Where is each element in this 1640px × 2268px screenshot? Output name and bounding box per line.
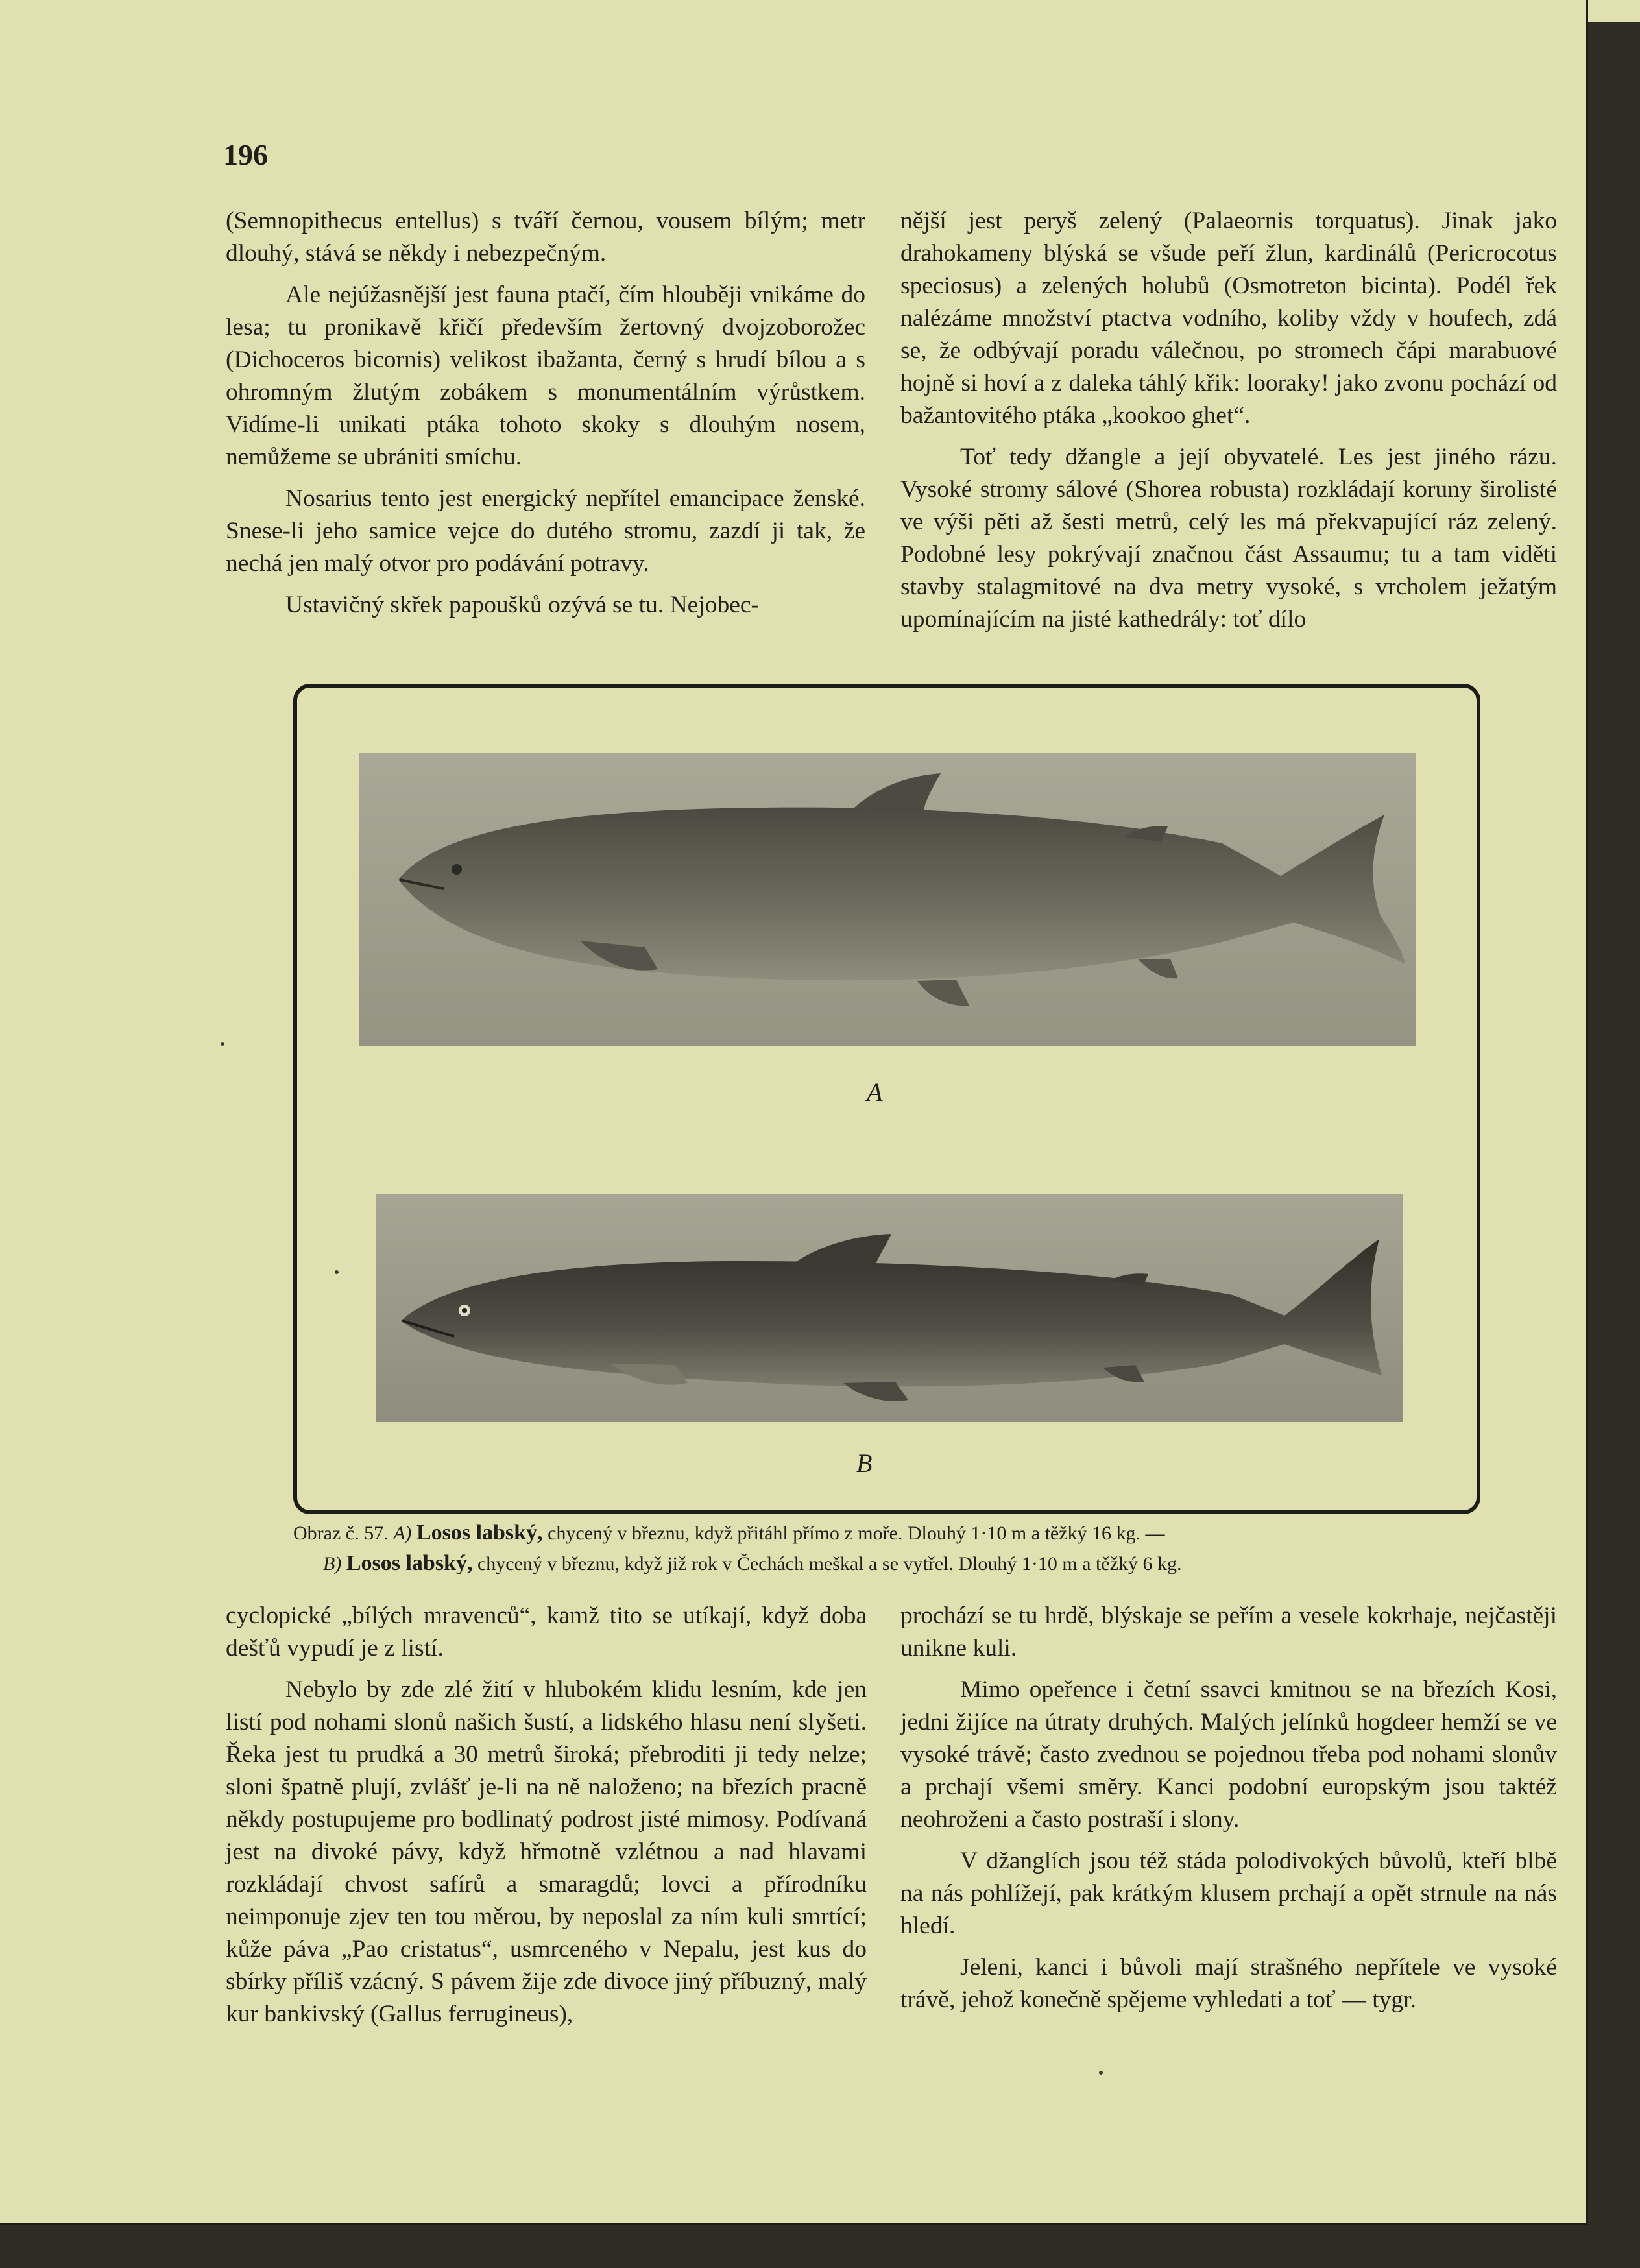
salmon-b-icon <box>376 1194 1403 1422</box>
print-speck <box>335 1270 339 1274</box>
top-left-column <box>226 205 865 621</box>
paragraph: Nosarius tento jest energický nepřítel emancipace ženské. Snese-li jeho samice vejce do dutého stromu, zazdí ji tak, že nechá jen malý otvor pro podávání potravy. <box>226 485 865 577</box>
salmon-photo-a <box>359 753 1416 1046</box>
caption-a-letter: A) <box>393 1523 412 1544</box>
paragraph: Mimo opeřence i četní ssavci kmitnou se na březích Kosi, jedni žijíce na útraty druhých. Malých jelínků hogdeer hemží se ve vysoké trávě; často zvednou se pojednou třeba pod nohami slonův a prchají všemi směry. Kanci podobní europským jsou taktéž neohroženi a často postraší i slony. <box>900 1676 1557 1833</box>
caption-line-2 <box>293 1549 1500 1579</box>
paragraph: cyclopické „bílých mravenců“, kamž tito se utíkají, když doba dešťů vypudí je z listí. <box>226 1602 867 1661</box>
top-right-column <box>900 205 1557 636</box>
paragraph: V džanglích jsou též stáda polodivokých bůvolů, kteří blbě na nás pohlížejí, pak krátkým klusem prchají a opět strnule na nás hledí. <box>900 1848 1557 1939</box>
print-speck <box>1099 2071 1103 2075</box>
salmon-a-icon <box>359 753 1416 1046</box>
figure-caption <box>293 1518 1500 1579</box>
print-speck <box>221 1042 224 1046</box>
caption-line-1 <box>293 1518 1500 1549</box>
paragraph: nější jest peryš zelený (Palaeornis torquatus). Jinak jako drahokameny blýská se všude peří žlun, kardinálů (Pericrocotus speciosus) a zelených holubů (Osmotreton bicinta). Podél řek nalézáme množství ptactva vodního, koliby vždy v houfech, zdá se, že odbývají poradu válečnou, po stromech čápi marabuové hojně si hoví a z daleka táhlý křik: looraky! jako zvonu pochází od bažantovitého ptáka „kookoo ghet“. <box>900 208 1557 429</box>
paragraph: Jeleni, kanci i bůvoli mají strašného nepřítele ve vysoké trávě, jehož konečně spějeme vyhledati a toť — tygr. <box>900 1954 1557 2013</box>
figure-label-b: B <box>856 1449 873 1478</box>
paragraph: prochází se tu hrdě, blýskaje se peřím a vesele kokrhaje, nejčastěji unikne kuli. <box>900 1602 1557 1661</box>
caption-b-letter: B) <box>323 1553 342 1574</box>
caption-b-text: chycený v březnu, když již rok v Čechách meškal a se vytřel. Dlouhý 1·10 m a těžký 6 kg. <box>477 1553 1182 1574</box>
figure-label-a: A <box>867 1078 883 1107</box>
bottom-left-column <box>226 1600 867 2031</box>
paragraph: Ale nejúžasnější jest fauna ptačí, čím hlouběji vnikáme do lesa; tu pronikavě křičí především žertovný dvojzoborožec (Dichoceros bicornis) velikost ibažanta, černý s hrudí bílou a s ohromným žlutým zobákem s monumentálním výrůstkem. Vidíme-li unikati ptáka tohoto skoky s dlouhým nosem, nemůžeme se ubrániti smíchu. <box>226 282 865 470</box>
caption-prefix: Obraz č. 57. <box>293 1523 389 1544</box>
caption-a-title: Losos labský, <box>416 1521 543 1545</box>
page-number: 196 <box>223 138 268 171</box>
caption-b-title: Losos labský, <box>346 1551 473 1575</box>
caption-a-text: chycený v březnu, když přitáhl přímo z moře. Dlouhý 1·10 m a těžký 16 kg. — <box>548 1523 1165 1544</box>
salmon-photo-b <box>376 1194 1403 1422</box>
paragraph: Nebylo by zde zlé žití v hlubokém klidu lesním, kde jen listí pod nohami slonů našich šustí, a lidského hlasu není slyšeti. Řeka jest tu prudká a 30 metrů široká; přebroditi ji tedy nelze; sloni špatně plují, zvlášť je-li na ně naloženo; na březích pracně někdy postupujeme pro bodlinatý podrost jisté mimosy. Podívaná jest na divoké pávy, když hřmotně vzlétnou a nad hlavami rozkládají chvost safírů a smaragdů; lovci a přírodníku neimponuje zjev ten tou měrou, by neposlal za ním kuli smrtící; kůže páva „Pao cristatus“, usmrceného v Nepalu, jest kus do sbírky příliš vzácný. S pávem žije zde divoce jiný příbuzný, malý kur bankivský (Gallus ferrugineus), <box>226 1676 867 2027</box>
paragraph: (Semnopithecus entellus) s tváří černou, vousem bílým; metr dlouhý, stává se někdy i nebezpečným. <box>226 208 865 267</box>
paragraph: Toť tedy džangle a její obyvatelé. Les jest jiného rázu. Vysoké stromy sálové (Shorea robusta) rozkládají koruny širolisté ve výši pěti až šesti metrů, celý les má překvapující ráz zelený. Podobné lesy pokrývají značnou část Assaumu; tu a tam viděti stavby stalagmitové na dva metry vysoké, s vrcholem ježatým upomínajícím na jisté kathedrály: toť dílo <box>900 444 1557 633</box>
paragraph: Ustavičný skřek papoušků ozývá se tu. Nejobec- <box>285 592 760 618</box>
bottom-right-column <box>900 1600 1557 2016</box>
